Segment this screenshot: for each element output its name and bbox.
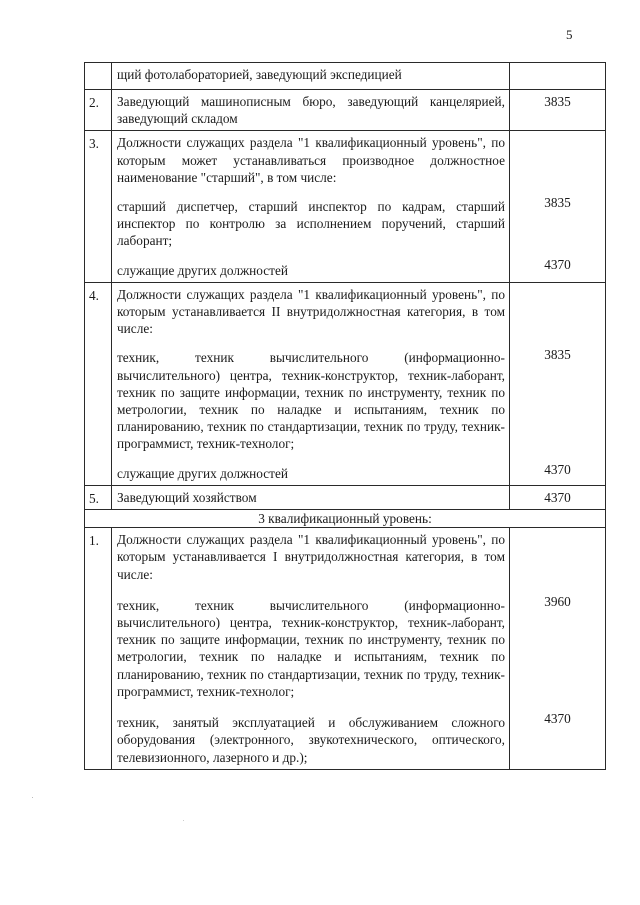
position-description xyxy=(112,282,510,485)
scan-speck xyxy=(183,820,184,821)
group-intro-text: Должности служащих раздела "1 квалификационный уровень", по которым может устанавливаться производное должностное наименование "старший", в том числе: xyxy=(117,135,505,185)
qualification-level-header xyxy=(85,510,606,528)
row-number: 4. xyxy=(85,282,112,485)
position-text: Заведующий машинописным бюро, заведующий канцелярией, заведующий складом xyxy=(117,94,505,127)
row-number: 1. xyxy=(85,528,112,769)
group-intro-text: Должности служащих раздела "1 квалификационный уровень", по которым устанавливается I внутридолжностная категория, в том числе: xyxy=(117,532,505,582)
position-text: техник, техник вычислительного (информационно-вычислительного) центра, техник-конструктор, техник-лаборант, техник по защите информации, техник по инструменту, техник по метрологии, техник по наладке и испытаниям, техник по планированию, техник по стандартизации, техник по труду, техник-программист, техник-технолог; xyxy=(117,597,505,699)
row-number: 3. xyxy=(85,131,112,282)
scan-speck xyxy=(32,797,33,798)
table-row xyxy=(85,63,606,90)
salary-value: 3835 xyxy=(544,195,571,211)
position-text: щий фотолабораторией, заведующий экспедицией xyxy=(117,67,402,82)
position-text: техник, занятый эксплуатацией и обслуживанием сложного оборудования (электронного, звукотехнического, оптического, телевизионного, лазерного и др.); xyxy=(117,715,505,765)
position-description xyxy=(112,528,510,769)
position-text: Заведующий хозяйством xyxy=(117,489,257,505)
row-number xyxy=(85,63,112,90)
position-description xyxy=(112,63,510,90)
salary-cell xyxy=(510,131,606,282)
group-intro-text: Должности служащих раздела "1 квалификационный уровень", по которым устанавливается II внутридолжностная категория, в том числе: xyxy=(117,286,505,337)
salary-value: 3835 xyxy=(544,346,571,362)
page-number: 5 xyxy=(566,27,573,42)
salary-value xyxy=(510,63,606,90)
salary-cell xyxy=(510,528,606,769)
salary-value: 4370 xyxy=(544,256,571,272)
table-row xyxy=(85,282,606,485)
position-text: техник, техник вычислительного (информационно-вычислительного) центра, техник-конструктор, техник-лаборант, техник по защите информации, техник по инструменту, техник по метрологии, техник по наладке и испытаниям, техник по планированию, техник по стандартизации, техник по труду, техник-программист, техник-технолог; xyxy=(117,350,505,452)
salary-table xyxy=(84,62,606,770)
salary-value: 4370 xyxy=(544,711,571,727)
row-number: 5. xyxy=(85,485,112,509)
table-row xyxy=(85,131,606,282)
position-text: служащие других должностей xyxy=(117,262,288,278)
salary-value: 4370 xyxy=(510,485,606,509)
position-text: служащие других должностей xyxy=(117,465,288,481)
table-row xyxy=(85,90,606,131)
table-row xyxy=(85,528,606,769)
salary-value: 3960 xyxy=(544,594,571,610)
row-number: 2. xyxy=(85,90,112,131)
table-row xyxy=(85,485,606,509)
position-description xyxy=(112,131,510,282)
position-text: старший диспетчер, старший инспектор по кадрам, старший инспектор по контролю за исполнением поручений, старший лаборант; xyxy=(117,199,505,249)
salary-value: 4370 xyxy=(544,462,571,478)
salary-cell xyxy=(510,282,606,485)
qualification-level-label: 3 квалификационный уровень: xyxy=(85,510,606,528)
salary-value: 3835 xyxy=(510,90,606,131)
position-description xyxy=(112,485,510,509)
position-description xyxy=(112,90,510,131)
